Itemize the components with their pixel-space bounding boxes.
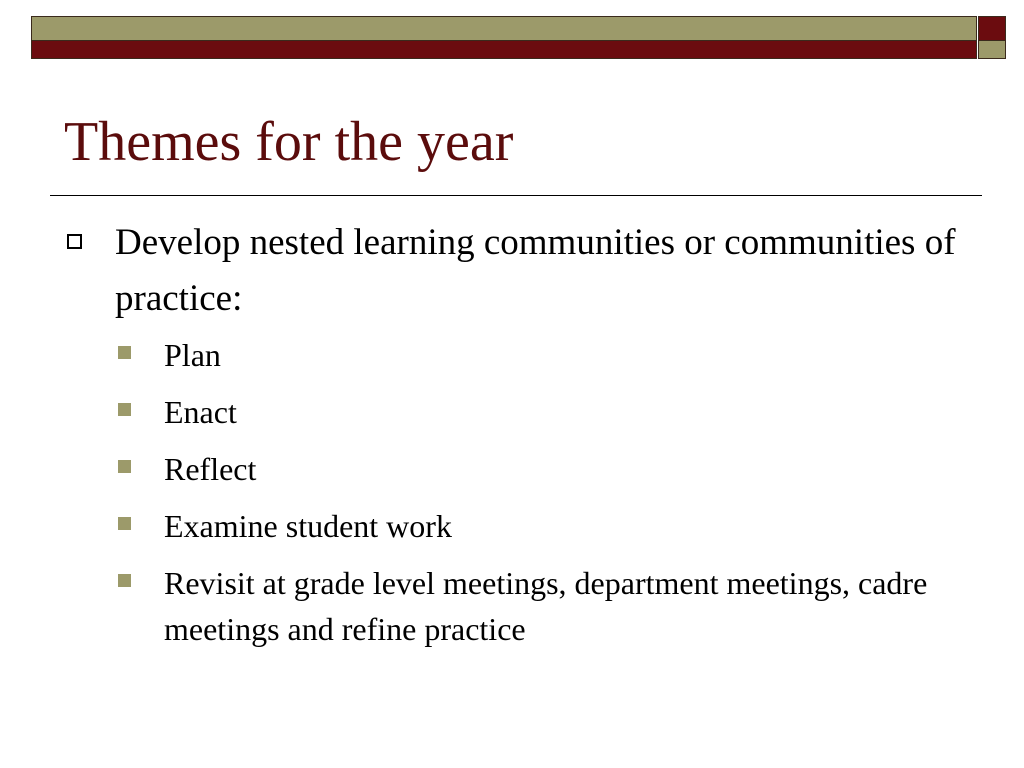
olive-stripe [31, 16, 977, 41]
hollow-square-bullet-icon [67, 234, 82, 249]
solid-square-bullet-icon [118, 574, 131, 587]
header-decoration-band [31, 16, 1006, 59]
sub-bullet-item [0, 332, 1024, 389]
sub-bullet-text: Enact [164, 394, 237, 430]
sub-bullet-item [0, 560, 1024, 656]
solid-square-bullet-icon [118, 517, 131, 530]
slide-title: Themes for the year [64, 111, 514, 173]
main-bullet-text: Develop nested learning communities or communities of practice: [115, 222, 956, 319]
sub-bullet-text: Revisit at grade level meetings, department meetings, cadre meetings and refine practice [164, 565, 928, 647]
sub-bullet-item [0, 503, 1024, 560]
maroon-corner-square [978, 16, 1006, 41]
title-divider [50, 195, 982, 196]
solid-square-bullet-icon [118, 346, 131, 359]
solid-square-bullet-icon [118, 460, 131, 473]
sub-bullet-item [0, 389, 1024, 446]
sub-bullet-list [0, 332, 1024, 656]
sub-bullet-item [0, 446, 1024, 503]
sub-bullet-text: Reflect [164, 451, 257, 487]
olive-corner-square [978, 41, 1006, 59]
sub-bullet-text: Examine student work [164, 508, 452, 544]
solid-square-bullet-icon [118, 403, 131, 416]
sub-bullet-text: Plan [164, 337, 221, 373]
maroon-stripe [31, 41, 977, 59]
